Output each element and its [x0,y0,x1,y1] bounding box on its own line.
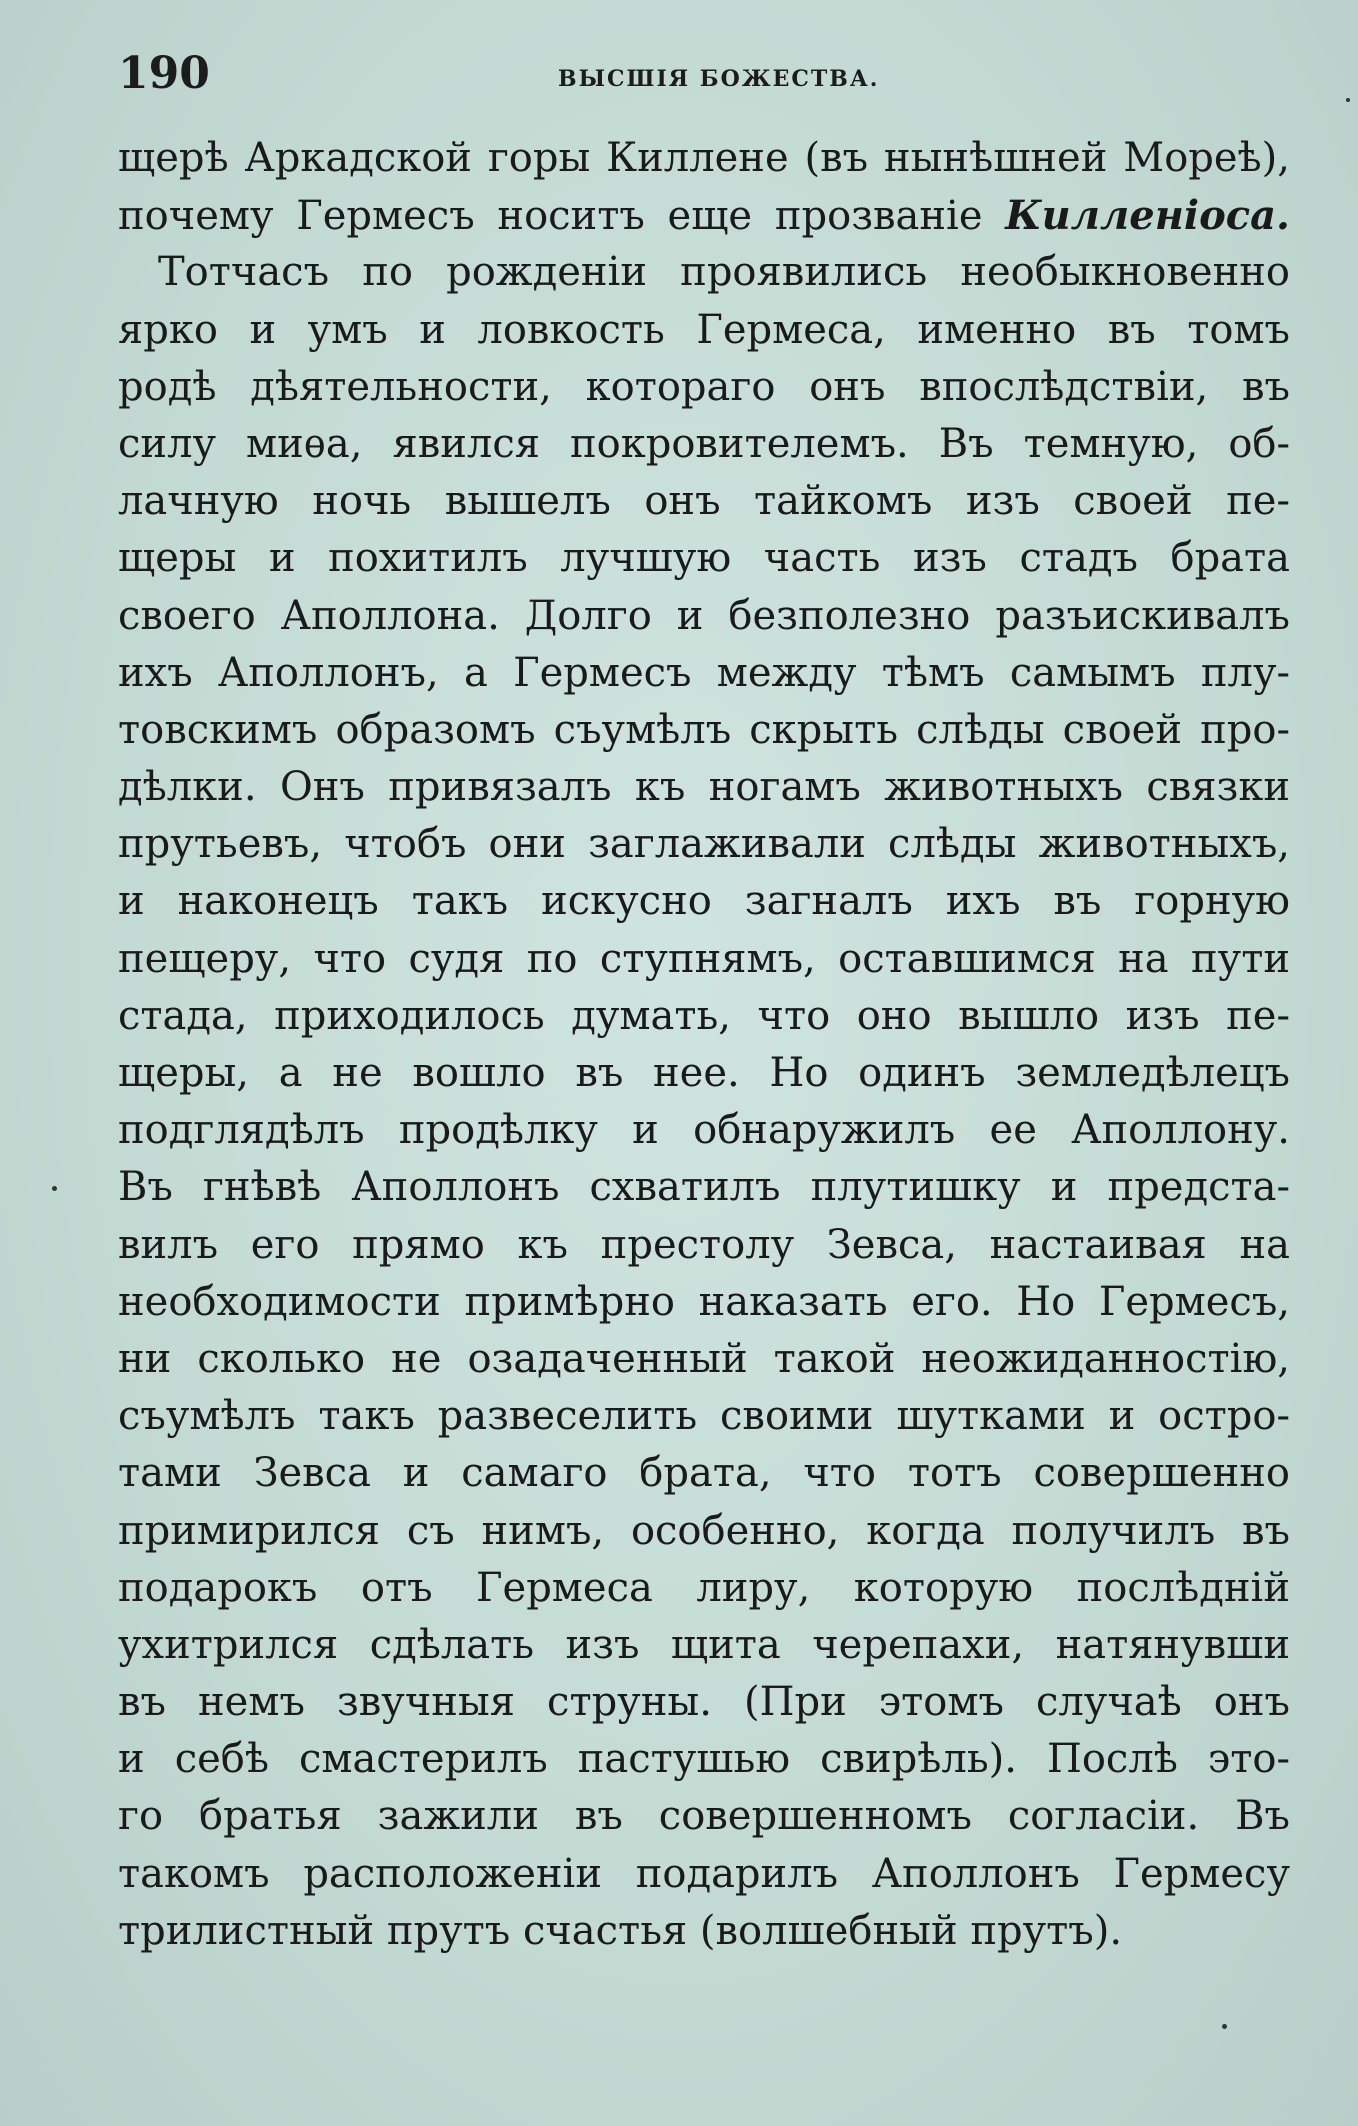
italic-term: Килленіоса. [1005,192,1290,240]
text-line [118,302,1290,359]
text-line [118,359,1290,416]
text-line [118,645,1290,702]
text-line [118,1674,1290,1731]
text-line [118,530,1290,587]
text-line [118,473,1290,530]
page-number: 190 [118,48,210,99]
line-text: Тотчасъ по рожденіи проявились необыкновенно [158,249,1290,296]
text-line [118,1217,1290,1274]
text-line [118,130,1290,187]
text-line [118,1045,1290,1102]
text-line [118,1788,1290,1845]
body-text [118,130,1290,1960]
text-line [118,759,1290,816]
line-text: щерѣ Аркадской горы Киллене (въ нынѣшней Мореѣ), [118,135,1290,181]
line-text: тами Зевса и самаго брата, что тотъ совершенно [118,1450,1290,1497]
text-line [118,1388,1290,1445]
text-line [118,1159,1290,1216]
line-text: силу миѳа, явился покровителемъ. Въ темную, об- [118,420,1290,467]
text-line [118,187,1290,244]
line-text: лачную ночь вышелъ онъ тайкомъ изъ своей пе- [118,478,1290,525]
page-header [118,48,1290,108]
text-line [118,416,1290,473]
line-text: щеры, а не вошло въ нее. Но одинъ земледѣлецъ [118,1050,1290,1096]
print-speck [1346,98,1350,102]
text-line [118,1102,1290,1159]
line-text: стада, приходилось думать, что оно вышло изъ пе- [118,992,1290,1039]
text-line [118,873,1290,930]
line-text: подглядѣлъ продѣлку и обнаружилъ ее Аполлону. [118,1107,1290,1154]
line-text: Въ гнѣвѣ Аполлонъ схватилъ плутишку и предста- [118,1164,1290,1211]
text-line [118,1731,1290,1788]
line-text: ярко и умъ и ловкость Гермеса, именно въ томъ [118,306,1290,353]
text-line [118,588,1290,645]
line-text: съумѣлъ такъ развеселить своими шутками и остро- [118,1393,1290,1440]
line-text: такомъ расположеніи подарилъ Аполлонъ Гермесу [118,1850,1290,1897]
print-speck [52,1186,57,1191]
line-text: необходимости примѣрно наказать его. Но Гермесъ, [118,1278,1290,1325]
text-line [118,931,1290,988]
text-line [118,702,1290,759]
line-text: прутьевъ, чтобъ они заглаживали слѣды животныхъ, [118,821,1290,868]
line-text: щеры и похитилъ лучшую часть изъ стадъ брата [118,535,1290,582]
print-speck [1222,2024,1227,2029]
line-text: товскимъ образомъ съумѣлъ скрыть слѣды своей про- [118,706,1290,753]
text-line [118,1903,1290,1960]
line-text: подарокъ отъ Гермеса лиру, которую послѣдній [118,1564,1290,1611]
text-line [118,1274,1290,1331]
text-line [118,816,1290,873]
text-line [118,1331,1290,1388]
line-text: вилъ его прямо къ престолу Зевса, настаивая на [118,1221,1290,1268]
line-text: ихъ Аполлонъ, а Гермесъ между тѣмъ самымъ плу- [118,649,1290,696]
text-line [118,1846,1290,1903]
line-text: трилистный прутъ счастья (волшебный прутъ). [118,1907,1123,1954]
line-text: и себѣ смастерилъ пастушью свирѣль). Послѣ это- [118,1736,1290,1783]
running-head: ВЫСШІЯ БОЖЕСТВА. [558,66,880,92]
text-line [118,244,1290,301]
text-line [118,1445,1290,1502]
line-text: ухитрился сдѣлать изъ щита черепахи, натянувши [118,1621,1290,1668]
text-line [118,1503,1290,1560]
text-line [118,988,1290,1045]
line-text: дѣлки. Онъ привязалъ къ ногамъ животныхъ связки [118,764,1290,811]
line-text: го братья зажили въ совершенномъ согласіи. Въ [118,1793,1290,1840]
line-text: ни сколько не озадаченный такой неожиданностію, [118,1335,1290,1382]
text-line [118,1560,1290,1617]
line-text: почему Гермесъ носитъ еще прозваніе [118,193,983,240]
text-line [118,1617,1290,1674]
line-text: въ немъ звучныя струны. (При этомъ случаѣ онъ [118,1679,1290,1726]
line-text: своего Аполлона. Долго и безполезно разъискивалъ [118,592,1290,639]
line-text: пещеру, что судя по ступнямъ, оставшимся на пути [118,935,1290,982]
line-text: родѣ дѣятельности, котораго онъ впослѣдствіи, въ [118,363,1290,410]
line-text: примирился съ нимъ, особенно, когда получилъ въ [118,1507,1290,1554]
line-text: и наконецъ такъ искусно загналъ ихъ въ горную [118,878,1290,925]
